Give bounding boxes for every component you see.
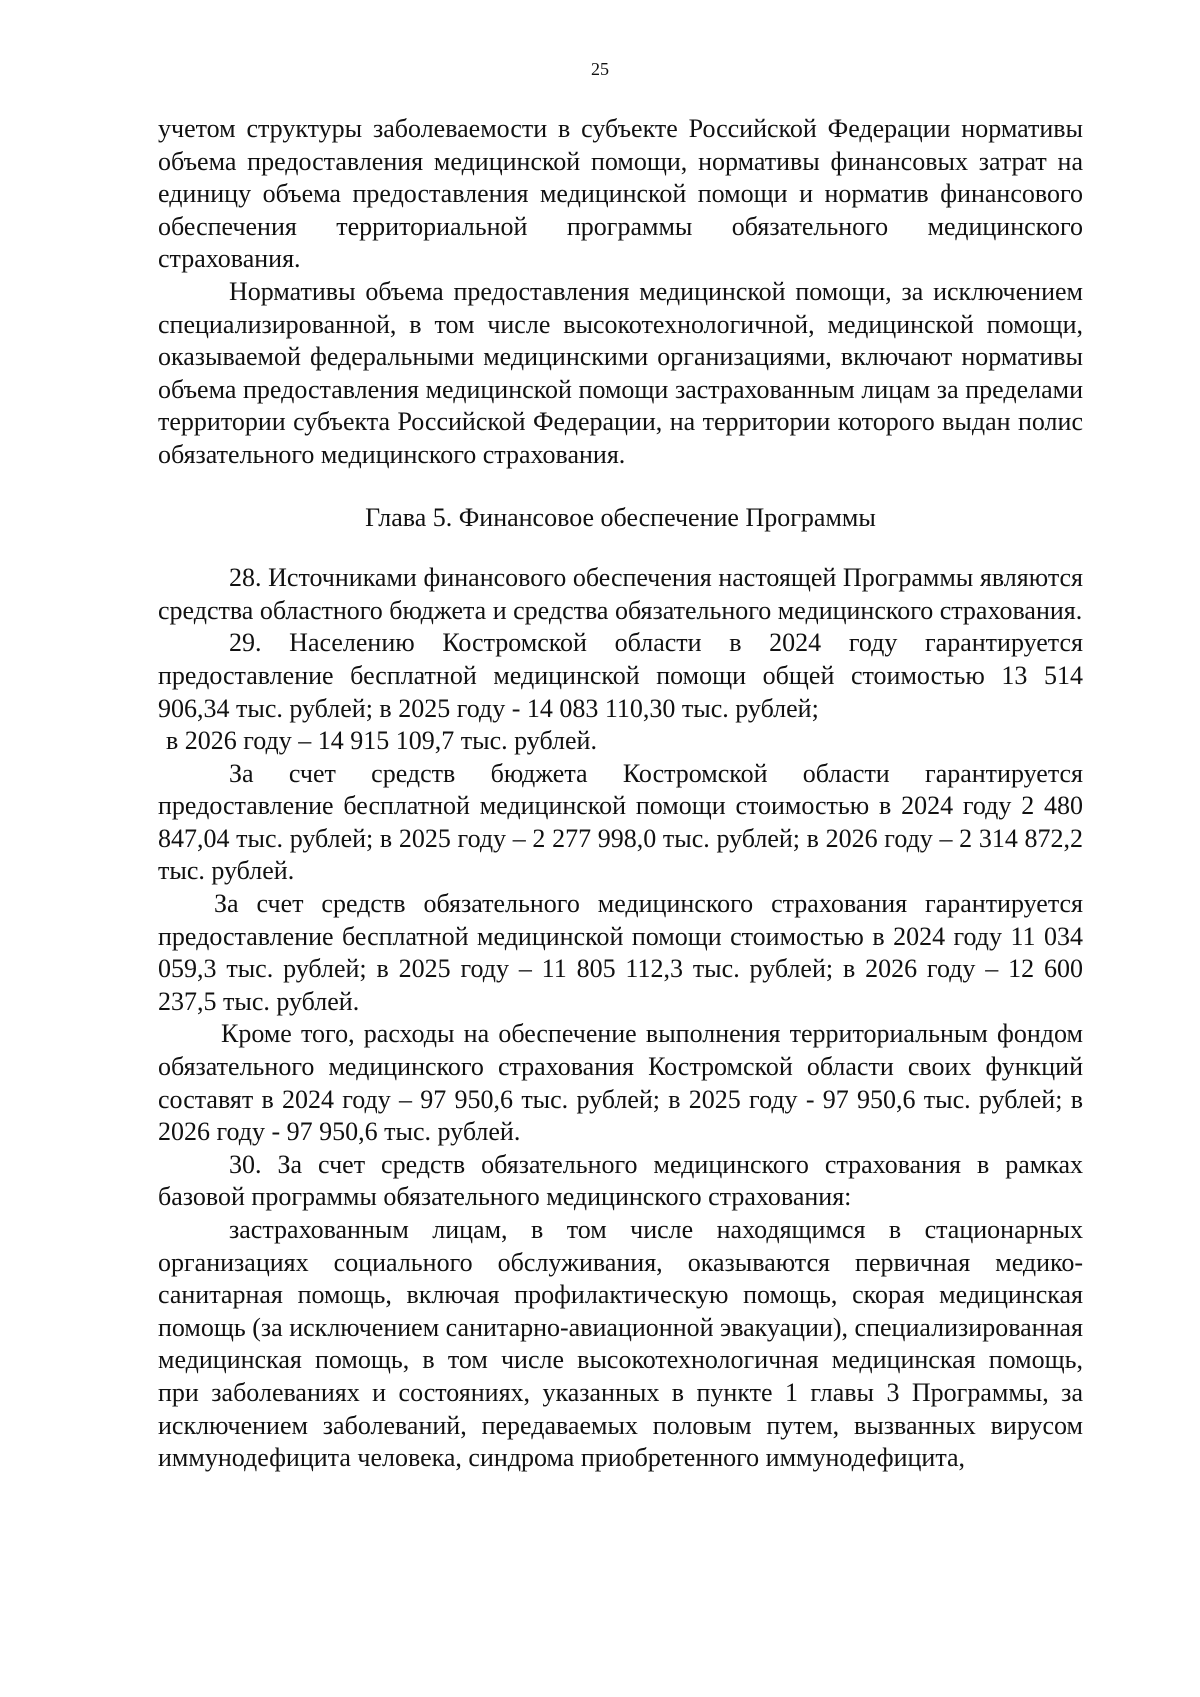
paragraph-30-insured: застрахованным лицам, в том числе находящимся в стационарных организациях социального обслуживания, оказываются первичная медико-санитарная помощь, включая профилактическую помощь, скорая медицинская помощь (за исключением санитарно-авиационной эвакуации), специализированная медицинская помощь, в том числе высокотехнологичная медицинская помощь, при заболеваниях и состояниях, указанных в пункте 1 главы 3 Программы, за исключением заболеваний, передаваемых половым путем, вызванных вирусом иммунодефицита человека, синдрома приобретенного иммунодефицита,: [158, 1215, 1083, 1473]
document-body: [158, 113, 1083, 1475]
paragraph-volume-norms: Нормативы объема предоставления медицинской помощи, за исключением специализированной, в том числе высокотехнологичной, медицинской помощи, оказываемой федеральными медицинскими организациями, включают нормативы объема предоставления медицинской помощи застрахованным лицам за пределами территории субъекта Российской Федерации, на территории которого выдан полис обязательного медицинского страхования.: [158, 276, 1083, 469]
page-number: 25: [591, 59, 609, 79]
paragraph-28: 28. Источниками финансового обеспечения настоящей Программы являются средства областного бюджета и средства обязательного медицинского страхования.: [158, 563, 1083, 625]
paragraph-29: 29. Населению Костромской области в 2024 году гарантируется предоставление бесплатной медицинской помощи общей стоимостью 13 514 906,34 тыс. рублей; в 2025 году - 14 083 110,30 тыс. рублей;: [158, 628, 1083, 723]
paragraph-continuation: учетом структуры заболеваемости в субъекте Российской Федерации нормативы объема предоставления медицинской помощи, нормативы финансовых затрат на единицу объема предоставления медицинской помощи и норматив финансового обеспечения территориальной программы обязательного медицинского страхования.: [158, 114, 1083, 274]
paragraph-29-fund-expenses: Кроме того, расходы на обеспечение выполнения территориальным фондом обязательного медицинского страхования Костромской области своих функций составят в 2024 году – 97 950,6 тыс. рублей; в 2025 году - 97 950,6 тыс. рублей; в 2026 году - 97 950,6 тыс. рублей.: [158, 1019, 1083, 1147]
paragraph-29-line: в 2026 году – 14 915 109,7 тыс. рублей.: [166, 726, 597, 756]
paragraph-30: 30. За счет средств обязательного медицинского страхования в рамках базовой программы обязательного медицинского страхования:: [158, 1149, 1083, 1212]
paragraph-29-regional-budget: За счет средств бюджета Костромской области гарантируется предоставление бесплатной медицинской помощи стоимостью в 2024 году 2 480 847,04 тыс. рублей; в 2025 году – 2 277 998,0 тыс. рублей; в 2026 году – 2 314 872,2 тыс. рублей.: [158, 758, 1083, 886]
paragraph-29-oms: За счет средств обязательного медицинского страхования гарантируется предоставление бесплатной медицинской помощи стоимостью в 2024 году 11 034 059,3 тыс. рублей; в 2025 году – 11 805 112,3 тыс. рублей; в 2026 году – 12 600 237,5 тыс. рублей.: [158, 889, 1083, 1016]
chapter-heading: Глава 5. Финансовое обеспечение Программы: [365, 502, 876, 532]
